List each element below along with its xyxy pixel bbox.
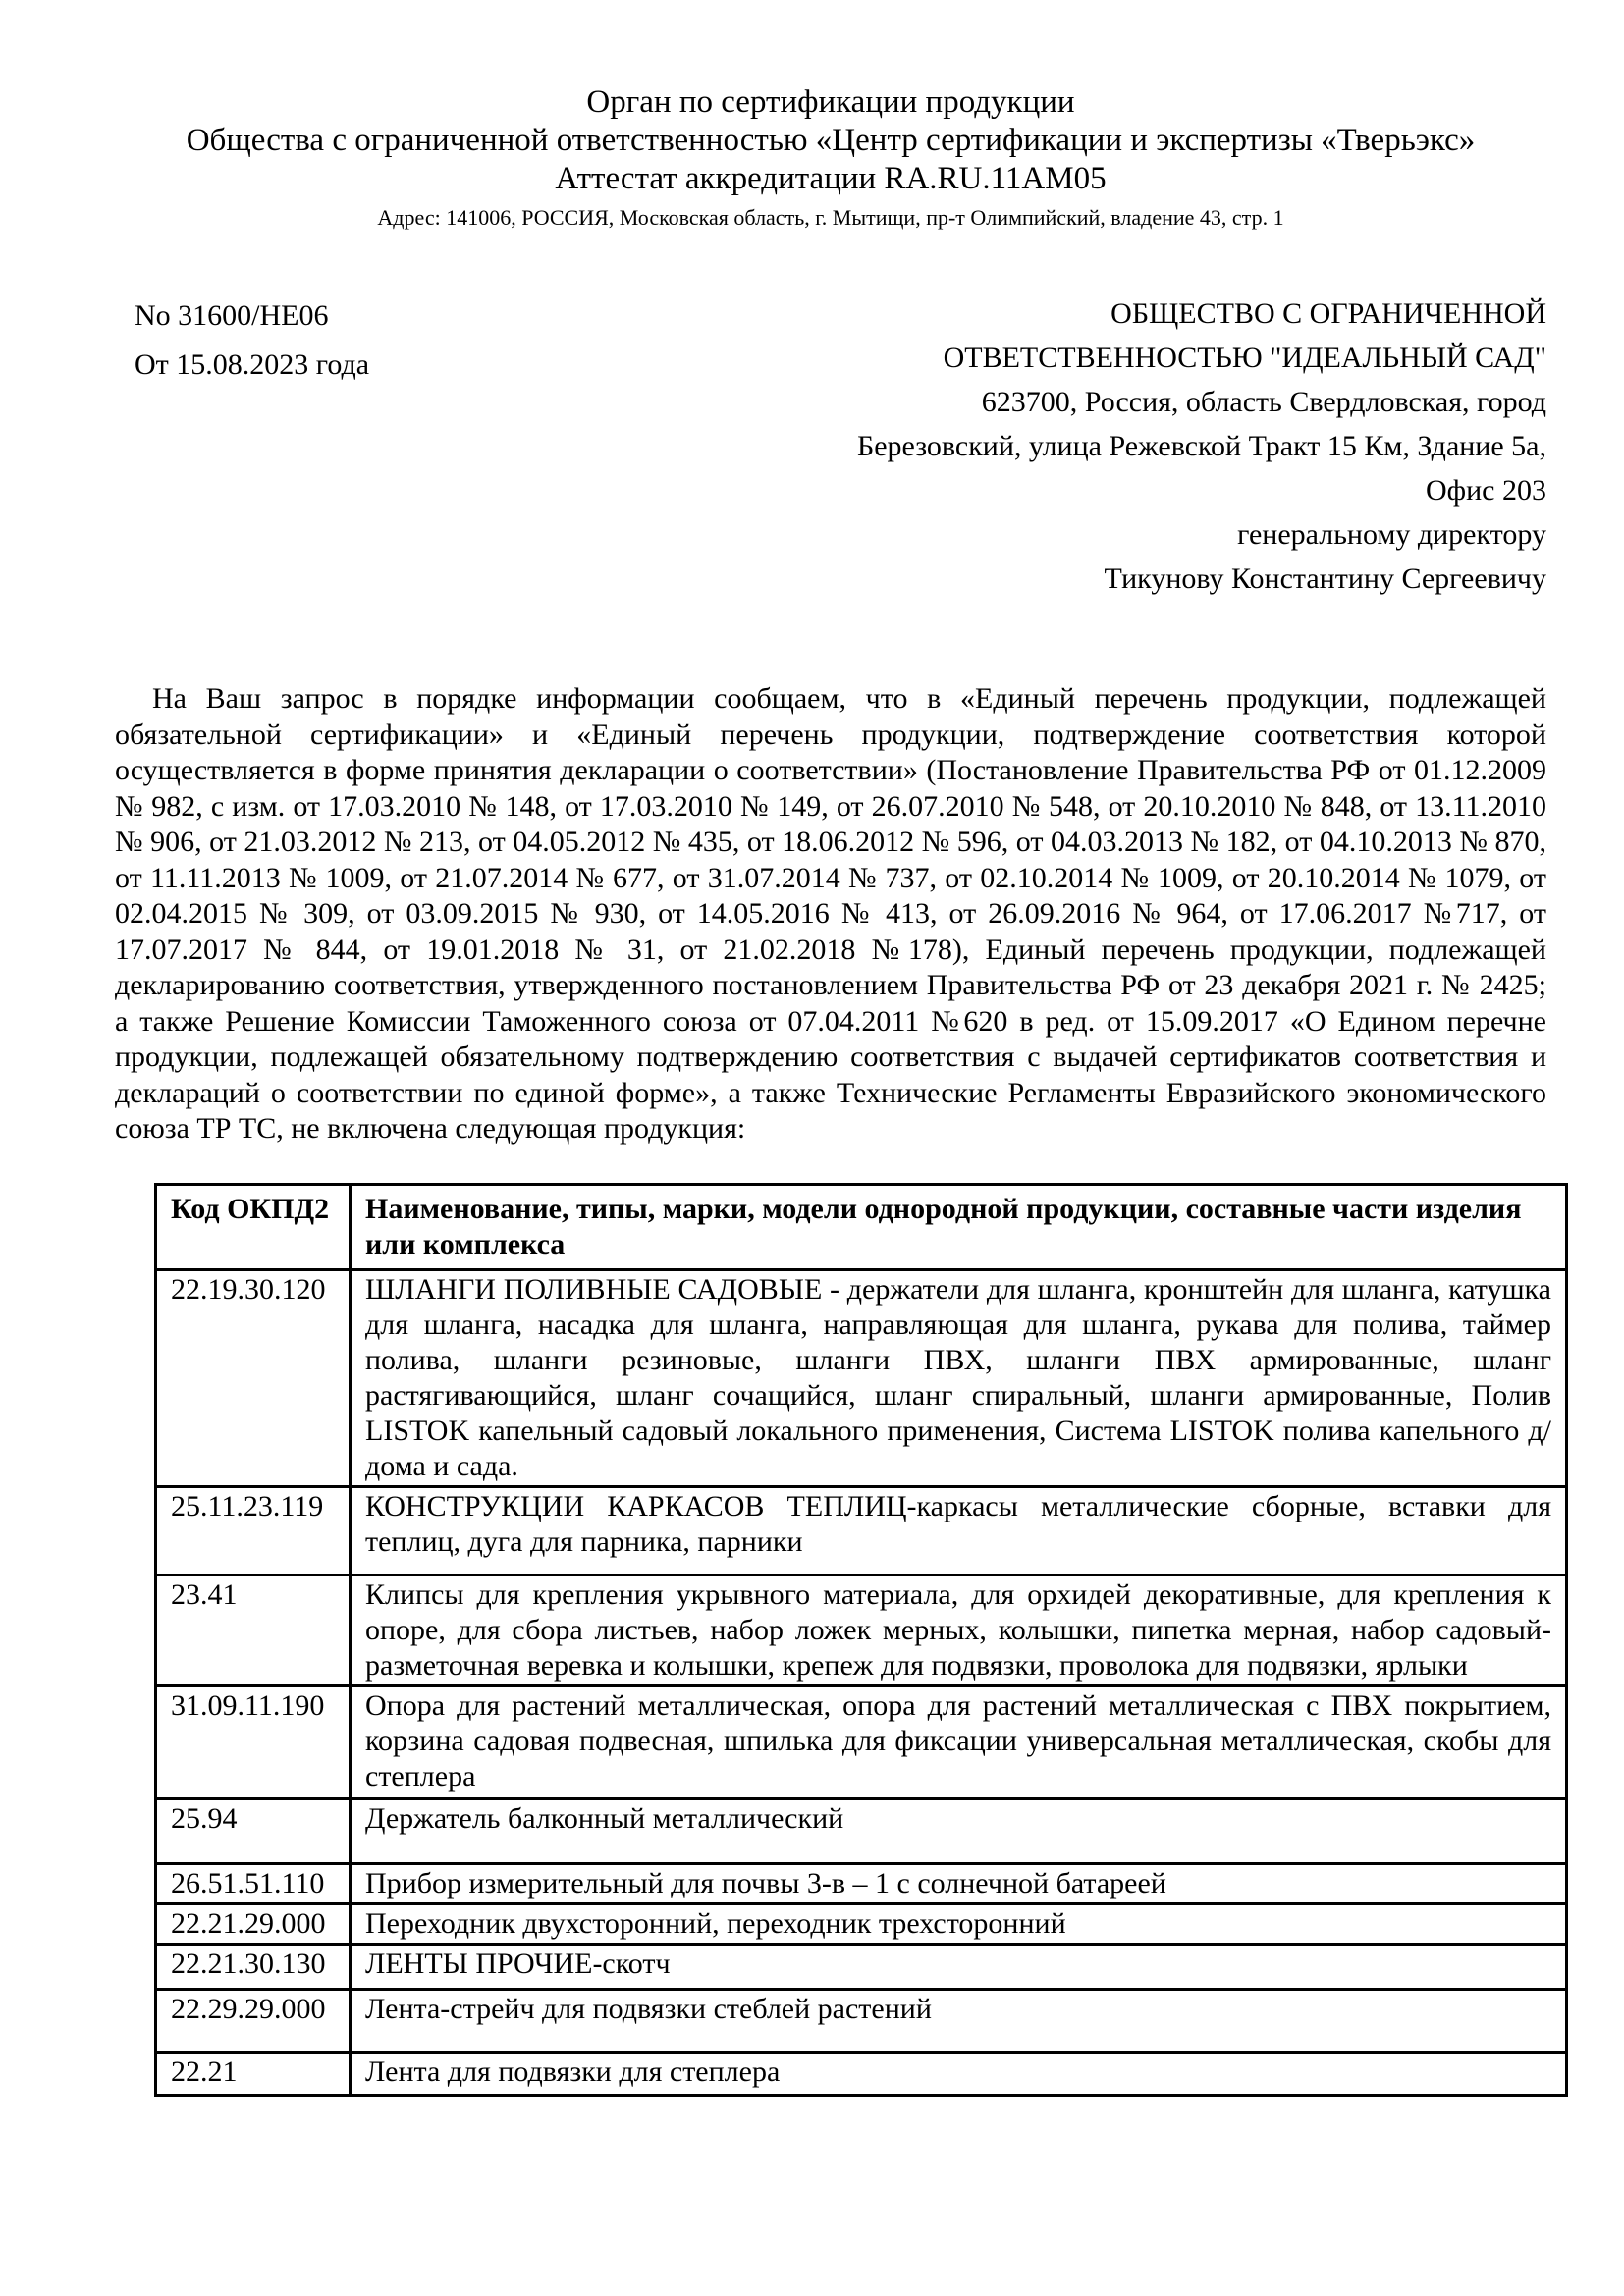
- recipient-block: [369, 292, 1546, 601]
- table-row: [156, 1903, 1567, 1944]
- okpd-code-cell: 25.94: [156, 1798, 351, 1863]
- reference-and-recipient: [115, 292, 1546, 601]
- recipient-line: Тикунову Константину Сергеевичу: [1104, 562, 1546, 595]
- letter-number: No 31600/НЕ06: [135, 299, 329, 332]
- table-row: [156, 1269, 1567, 1486]
- table-row: [156, 2052, 1567, 2095]
- reference-block: [115, 292, 369, 390]
- product-desc-cell: Переходник двухсторонний, переходник трехсторонний: [351, 1903, 1567, 1944]
- header-okpd-code: Код ОКПД2: [156, 1184, 351, 1269]
- product-desc-cell: Клипсы для крепления укрывного материала, для орхидей декоративные, для крепления к опоре, для сбора листьев, набор ложек мерных, колышки, пипетка мерная, набор садовый-разметочная веревка и колышки, крепеж для подвязки, проволока для подвязки, ярлыки: [351, 1575, 1567, 1685]
- table-row: [156, 1944, 1567, 1989]
- okpd-code-cell: 25.11.23.119: [156, 1486, 351, 1575]
- products-table-header: [156, 1184, 1567, 1269]
- recipient-line: Березовский, улица Режевской Тракт 15 Км, Здание 5а,: [856, 430, 1546, 462]
- okpd-code-cell: 22.19.30.120: [156, 1269, 351, 1486]
- okpd-code-cell: 22.21: [156, 2052, 351, 2095]
- recipient-line: ОТВЕТСТВЕННОСТЬЮ "ИДЕАЛЬНЫЙ САД": [943, 342, 1546, 374]
- recipient-line: генеральному директору: [1237, 518, 1546, 551]
- letterhead-address: Адрес: 141006, РОССИЯ, Московская область, г. Мытищи, пр-т Олимпийский, владение 43, стр. 1: [377, 205, 1284, 230]
- okpd-code-cell: 22.21.30.130: [156, 1944, 351, 1989]
- okpd-code-cell: 22.21.29.000: [156, 1903, 351, 1944]
- letterhead: [115, 83, 1546, 231]
- okpd-code-cell: 31.09.11.190: [156, 1685, 351, 1798]
- body-paragraph: На Ваш запрос в порядке информации сообщаем, что в «Единый перечень продукции, подлежащей обязательной сертификации» и «Единый перечень продукции, подтверждение соответствия которой осуществляется в форме принятия декларации о соответствии» (Постановление Правительства РФ от 01.12.2009 № 982, с изм. от 17.03.2010 № 148, от 17.03.2010 № 149, от 26.07.2010 № 548, от 20.10.2010 № 848, от 13.11.2010 № 906, от 21.03.2012 № 213, от 04.05.2012 № 435, от 18.06.2012 № 596, от 04.03.2013 № 182, от 04.10.2013 № 870, от 11.11.2013 № 1009, от 21.07.2014 № 677, от 31.07.2014 № 737, от 02.10.2014 № 1009, от 20.10.2014 № 1079, от 02.04.2015 № 309, от 03.09.2015 № 930, от 14.05.2016 № 413, от 26.09.2016 № 964, от 17.06.2017 №717, от 17.07.2017 № 844, от 19.01.2018 № 31, от 21.02.2018 №178), Единый перечень продукции, подлежащей декларированию соответствия, утвержденного постановлением Правительства РФ от 23 декабря 2021 г. № 2425; а также Решение Комиссии Таможенного союза от 07.04.2011 №620 в ред. от 15.09.2017 «О Едином перечне продукции, подлежащей обязательному подтверждению соответствия с выдачей сертификатов соответствия и деклараций о соответствии по единой форме», а также Технические Регламенты Евразийского экономического союза ТР ТС, не включена следующая продукция:: [115, 682, 1546, 1145]
- product-desc-cell: Прибор измерительный для почвы 3-в – 1 с солнечной батареей: [351, 1863, 1567, 1903]
- product-desc-cell: Лента для подвязки для степлера: [351, 2052, 1567, 2095]
- letterhead-accreditation: Аттестат аккредитации RA.RU.11AM05: [555, 161, 1107, 196]
- product-desc-cell: ЛЕНТЫ ПРОЧИЕ-скотч: [351, 1944, 1567, 1989]
- table-row: [156, 1685, 1567, 1798]
- table-row: [156, 1863, 1567, 1903]
- table-header-row: [156, 1184, 1567, 1269]
- recipient-line: Офис 203: [1426, 474, 1546, 507]
- header-product-name: Наименование, типы, марки, модели однородной продукции, составные части изделия или комплекса: [351, 1184, 1567, 1269]
- recipient-line: 623700, Россия, область Свердловская, город: [981, 386, 1546, 418]
- table-row: [156, 1798, 1567, 1863]
- product-desc-cell: ШЛАНГИ ПОЛИВНЫЕ САДОВЫЕ - держатели для шланга, кронштейн для шланга, катушка для шланга, насадка для шланга, направляющая для шланга, рукава для полива, таймер полива, шланги резиновые, шланги ПВХ, шланги ПВХ армированные, шланг растягивающийся, шланг сочащийся, шланг спиральный, шланги армированные, Полив LISTOK капельный садовый локального применения, Система LISTOK полива капельного д/дома и сада.: [351, 1269, 1567, 1486]
- table-row: [156, 1989, 1567, 2052]
- table-row: [156, 1575, 1567, 1685]
- table-row: [156, 1486, 1567, 1575]
- letterhead-org-type: Орган по сертификации продукции: [586, 84, 1075, 120]
- letterhead-org-name: Общества с ограниченной ответственностью «Центр сертификации и экспертизы «Тверьэкс»: [186, 123, 1476, 158]
- okpd-code-cell: 26.51.51.110: [156, 1863, 351, 1903]
- recipient-line: ОБЩЕСТВО С ОГРАНИЧЕННОЙ: [1110, 297, 1546, 330]
- product-desc-cell: Опора для растений металлическая, опора для растений металлическая с ПВХ покрытием, корзина садовая подвесная, шпилька для фиксации универсальная металлическая, скобы для степлера: [351, 1685, 1567, 1798]
- products-table: [154, 1183, 1568, 2097]
- product-desc-cell: Лента-стрейч для подвязки стеблей растений: [351, 1989, 1567, 2052]
- product-desc-cell: Держатель балконный металлический: [351, 1798, 1567, 1863]
- okpd-code-cell: 23.41: [156, 1575, 351, 1685]
- okpd-code-cell: 22.29.29.000: [156, 1989, 351, 2052]
- product-desc-cell: КОНСТРУКЦИИ КАРКАСОВ ТЕПЛИЦ-каркасы металлические сборные, вставки для теплиц, дуга для парника, парники: [351, 1486, 1567, 1575]
- letter-date: От 15.08.2023 года: [135, 348, 370, 381]
